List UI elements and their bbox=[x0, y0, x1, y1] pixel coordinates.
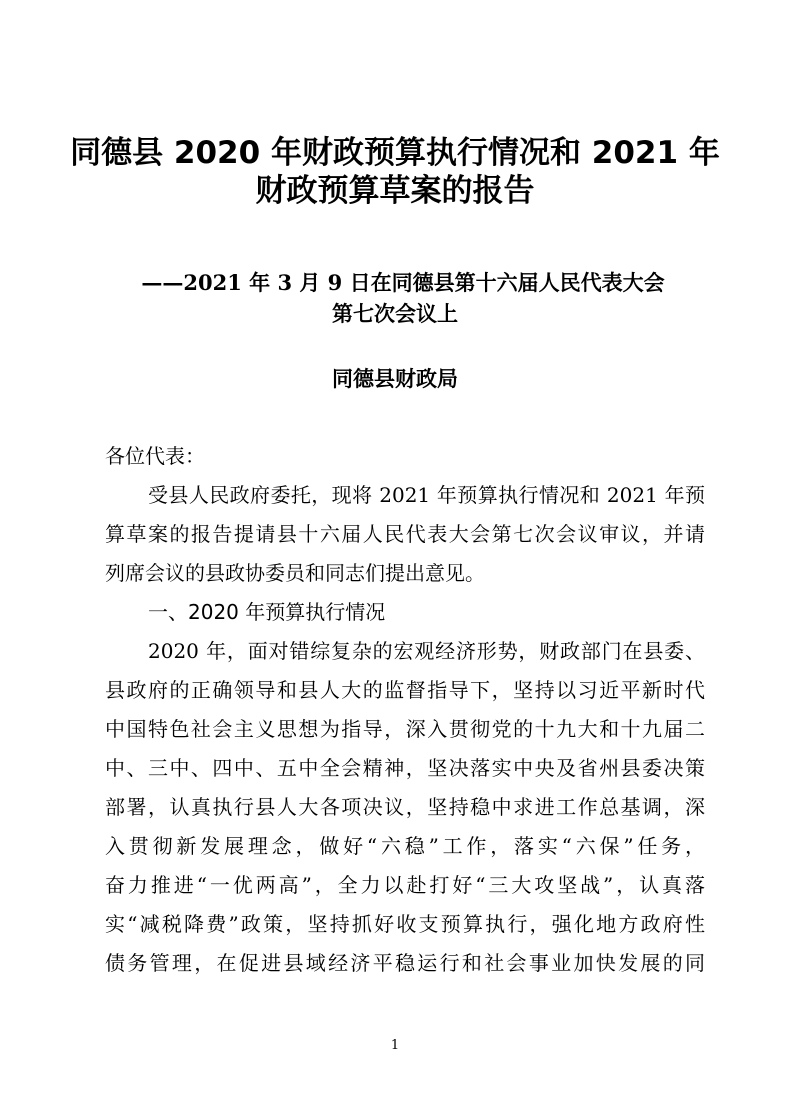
page-number: 1 bbox=[390, 1038, 400, 1053]
paragraph-2-line-3-text: 中国特色社会主义思想为指导，深入贯彻党的十九大和十九届二 bbox=[105, 717, 705, 741]
greeting: 各位代表： bbox=[105, 444, 205, 468]
paragraph-2-line-9 bbox=[105, 948, 705, 978]
paragraph-1-line-2 bbox=[105, 519, 705, 549]
document-author: 同德县财政局 bbox=[332, 366, 458, 391]
document-subtitle-line-1: ——2021 年 3 月 9 日在同德县第十六届人民代表大会 bbox=[141, 270, 665, 295]
paragraph-2-line-2 bbox=[105, 675, 705, 705]
paragraph-2-line-6 bbox=[105, 831, 705, 861]
paragraph-2-line-7 bbox=[105, 870, 705, 900]
paragraph-1-line-2-text: 算草案的报告提请县十六届人民代表大会第七次会议审议，并请 bbox=[105, 522, 705, 546]
paragraph-2-line-9-text: 债务管理，在促进县域经济平稳运行和社会事业加快发展的同 bbox=[105, 951, 705, 975]
paragraph-2-line-4-text: 中、三中、四中、五中全会精神，坚决落实中央及省州县委决策 bbox=[105, 756, 705, 780]
paragraph-2-line-3 bbox=[105, 714, 705, 744]
paragraph-2-line-8 bbox=[105, 909, 705, 939]
paragraph-2-line-7-text: 奋力推进“一优两高”，全力以赴打好“三大攻坚战”，认真落 bbox=[105, 873, 705, 897]
paragraph-2-line-2-text: 县政府的正确领导和县人大的监督指导下，坚持以习近平新时代 bbox=[105, 678, 705, 702]
document-title-line-2: 财政预算草案的报告 bbox=[255, 173, 535, 209]
document-subtitle-line-2: 第七次会议上 bbox=[332, 301, 458, 326]
paragraph-2-line-1-text: 2020 年，面对错综复杂的宏观经济形势，财政部门在县委、 bbox=[148, 639, 705, 663]
paragraph-2-line-6-text: 入贯彻新发展理念，做好“六稳”工作，落实“六保”任务， bbox=[105, 834, 705, 858]
paragraph-2-line-8-text: 实“减税降费”政策，坚持抓好收支预算执行，强化地方政府性 bbox=[105, 912, 705, 936]
paragraph-1-line-1 bbox=[148, 480, 705, 510]
paragraph-1-line-3: 列席会议的县政协委员和同志们提出意见。 bbox=[105, 561, 485, 585]
paragraph-2-line-5-text: 部署，认真执行县人大各项决议，坚持稳中求进工作总基调，深 bbox=[105, 795, 705, 819]
section-1-heading: 一、2020 年预算执行情况 bbox=[148, 600, 386, 624]
document-title-line-1: 同德县 2020 年财政预算执行情况和 2021 年 bbox=[70, 135, 720, 171]
paragraph-2-line-5 bbox=[105, 792, 705, 822]
paragraph-2-line-1 bbox=[148, 636, 705, 666]
paragraph-2-line-4 bbox=[105, 753, 705, 783]
paragraph-1-line-1-text: 受县人民政府委托，现将 2021 年预算执行情况和 2021 年预 bbox=[148, 483, 705, 507]
